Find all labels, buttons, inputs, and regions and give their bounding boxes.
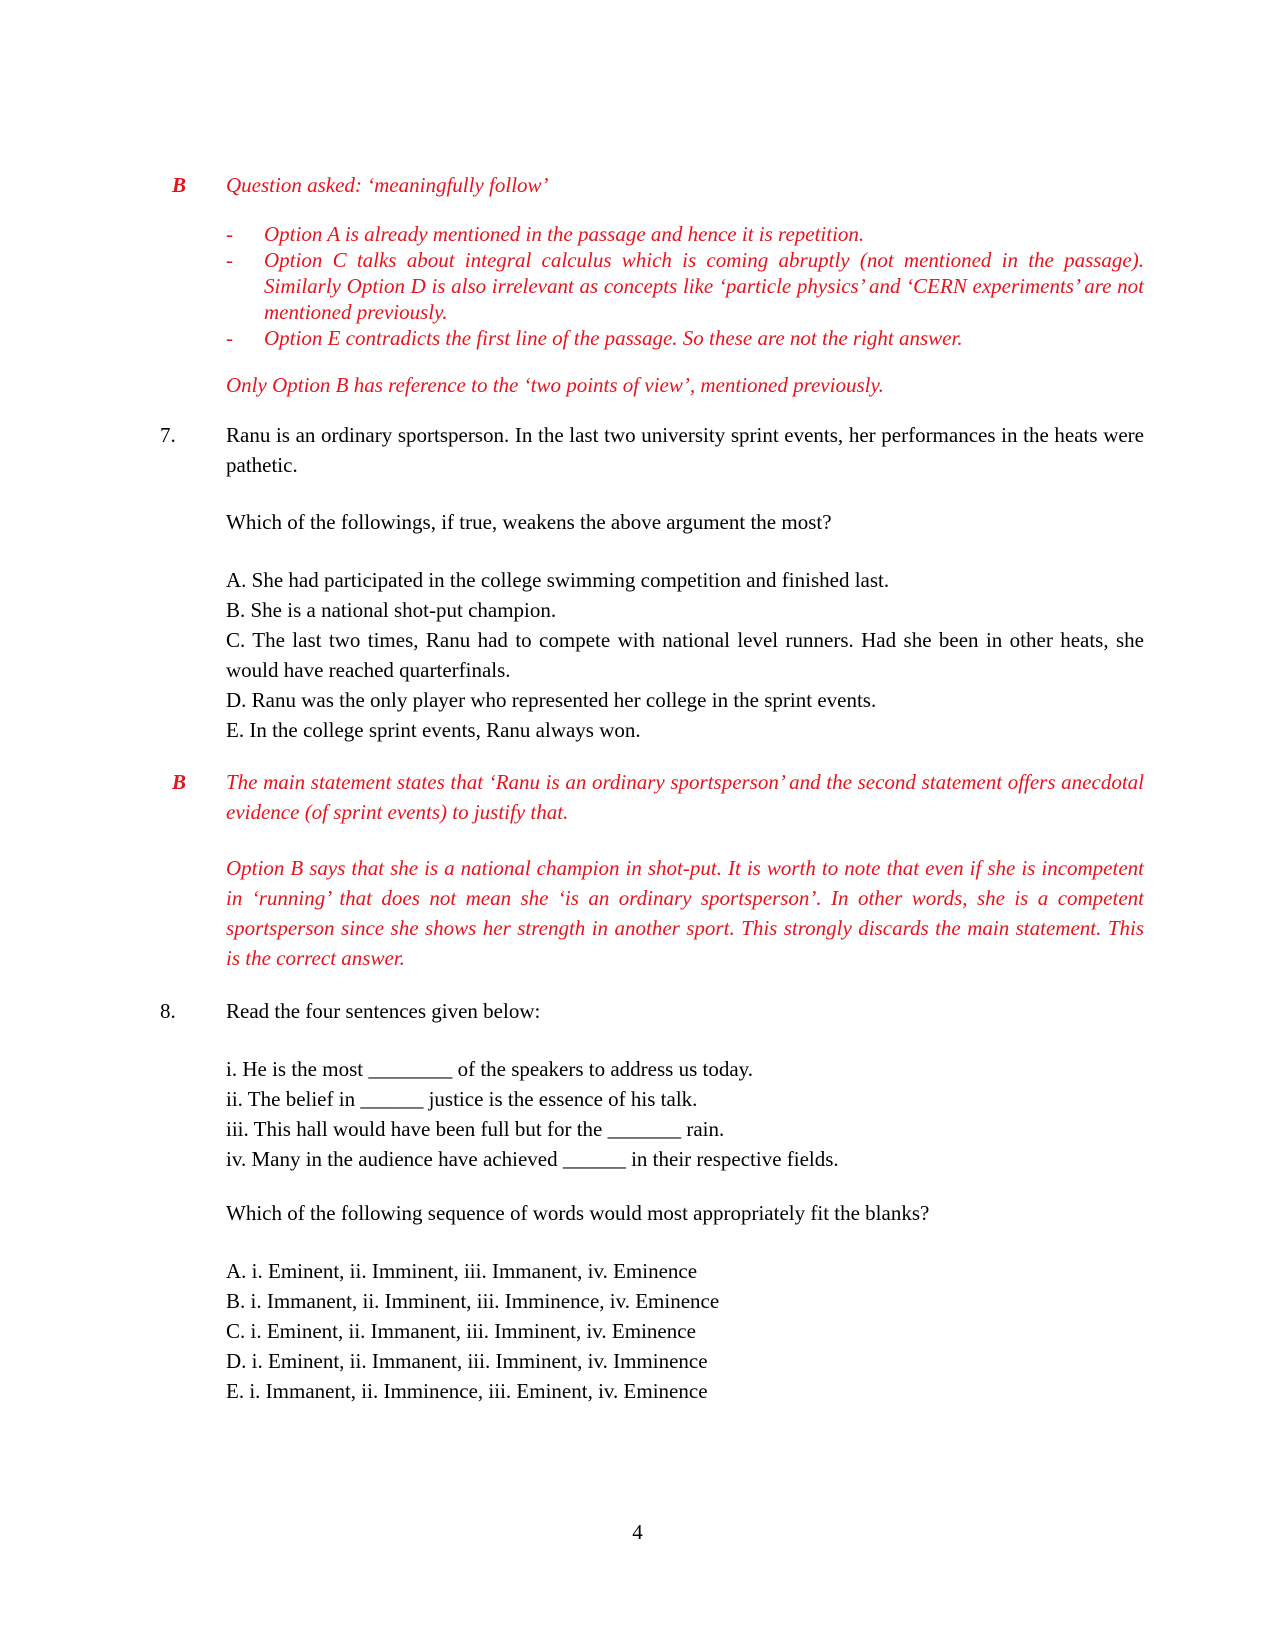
q8-intro: Read the four sentences given below: (226, 999, 541, 1023)
q7-option-d: D. Ranu was the only player who represented her college in the sprint events. (226, 688, 877, 712)
q8-sentences (226, 1054, 1144, 1174)
q7-option-a: A. She had participated in the college swimming competition and finished last. (226, 568, 890, 592)
q7-option-e: E. In the college sprint events, Ranu always won. (226, 718, 641, 742)
q7-statement: Ranu is an ordinary sportsperson. In the last two university sprint events, her performances in the heats were pathetic. (226, 423, 1144, 477)
bullet-dash: - (226, 326, 233, 350)
q6-bullet-2 (226, 247, 1144, 325)
q7-option-c: C. The last two times, Ranu had to compete with national level runners. Had she been in other heats, she would have reached quarterfinals. (226, 628, 1144, 682)
q8-sentence-3: iii. This hall would have been full but for the _______ rain. (226, 1117, 725, 1141)
q6-bullet-3 (226, 325, 1144, 351)
q8-sentence-1: i. He is the most ________ of the speakers to address us today. (226, 1057, 754, 1081)
bullet-dash: - (226, 248, 233, 272)
q8-question: Which of the following sequence of words would most appropriately fit the blanks? (226, 1201, 930, 1225)
q6-bullet-1-text: Option A is already mentioned in the passage and hence it is repetition. (264, 222, 865, 246)
q6-question-asked: Question asked: ‘meaningfully follow’ (226, 173, 549, 197)
q7-number: 7. (160, 423, 176, 447)
q6-bullet-2-text: Option C talks about integral calculus which is coming abruptly (not mentioned in the passage). Similarly Option D is also irrelevant as concepts like ‘particle physics’ and ‘CERN experiments’ are not mentioned previously. (264, 248, 1144, 324)
q6-explanation-bullets (226, 221, 1144, 351)
q7-options (226, 565, 1144, 745)
q8-options (226, 1256, 1144, 1406)
q8-option-a: A. i. Eminent, ii. Imminent, iii. Immanent, iv. Eminence (226, 1259, 698, 1283)
q8-option-c: C. i. Eminent, ii. Immanent, iii. Imminent, iv. Eminence (226, 1319, 696, 1343)
bullet-dash: - (226, 222, 233, 246)
page-number: 4 (632, 1520, 643, 1544)
q7-question: Which of the followings, if true, weakens the above argument the most? (226, 510, 832, 534)
q8-sentence-4: iv. Many in the audience have achieved ______ in their respective fields. (226, 1147, 839, 1171)
q7-answer-para-1: The main statement states that ‘Ranu is an ordinary sportsperson’ and the second statement offers anecdotal evidence (of sprint events) to justify that. (226, 770, 1144, 824)
q7-answer-para-2: Option B says that she is a national champion in shot-put. It is worth to note that even if she is incompetent in ‘running’ that does not mean she ‘is an ordinary sportsperson’. In other words, she is a competent sportsperson since she shows her strength in another sport. This strongly discards the main statement. This is the correct answer. (226, 856, 1144, 970)
q8-option-e: E. i. Immanent, ii. Imminence, iii. Eminent, iv. Eminence (226, 1379, 708, 1403)
q7-answer-letter: B (172, 770, 187, 794)
q6-bullet-3-text: Option E contradicts the first line of the passage. So these are not the right answer. (264, 326, 963, 350)
q8-option-d: D. i. Eminent, ii. Immanent, iii. Imminent, iv. Imminence (226, 1349, 708, 1373)
q6-conclusion: Only Option B has reference to the ‘two points of view’, mentioned previously. (226, 373, 884, 397)
q8-number: 8. (160, 999, 176, 1023)
q6-bullet-1 (226, 221, 1144, 247)
q8-option-b: B. i. Immanent, ii. Imminent, iii. Imminence, iv. Eminence (226, 1289, 720, 1313)
q6-answer-letter: B (172, 173, 187, 197)
q8-sentence-2: ii. The belief in ______ justice is the essence of his talk. (226, 1087, 698, 1111)
q7-option-b: B. She is a national shot-put champion. (226, 598, 557, 622)
